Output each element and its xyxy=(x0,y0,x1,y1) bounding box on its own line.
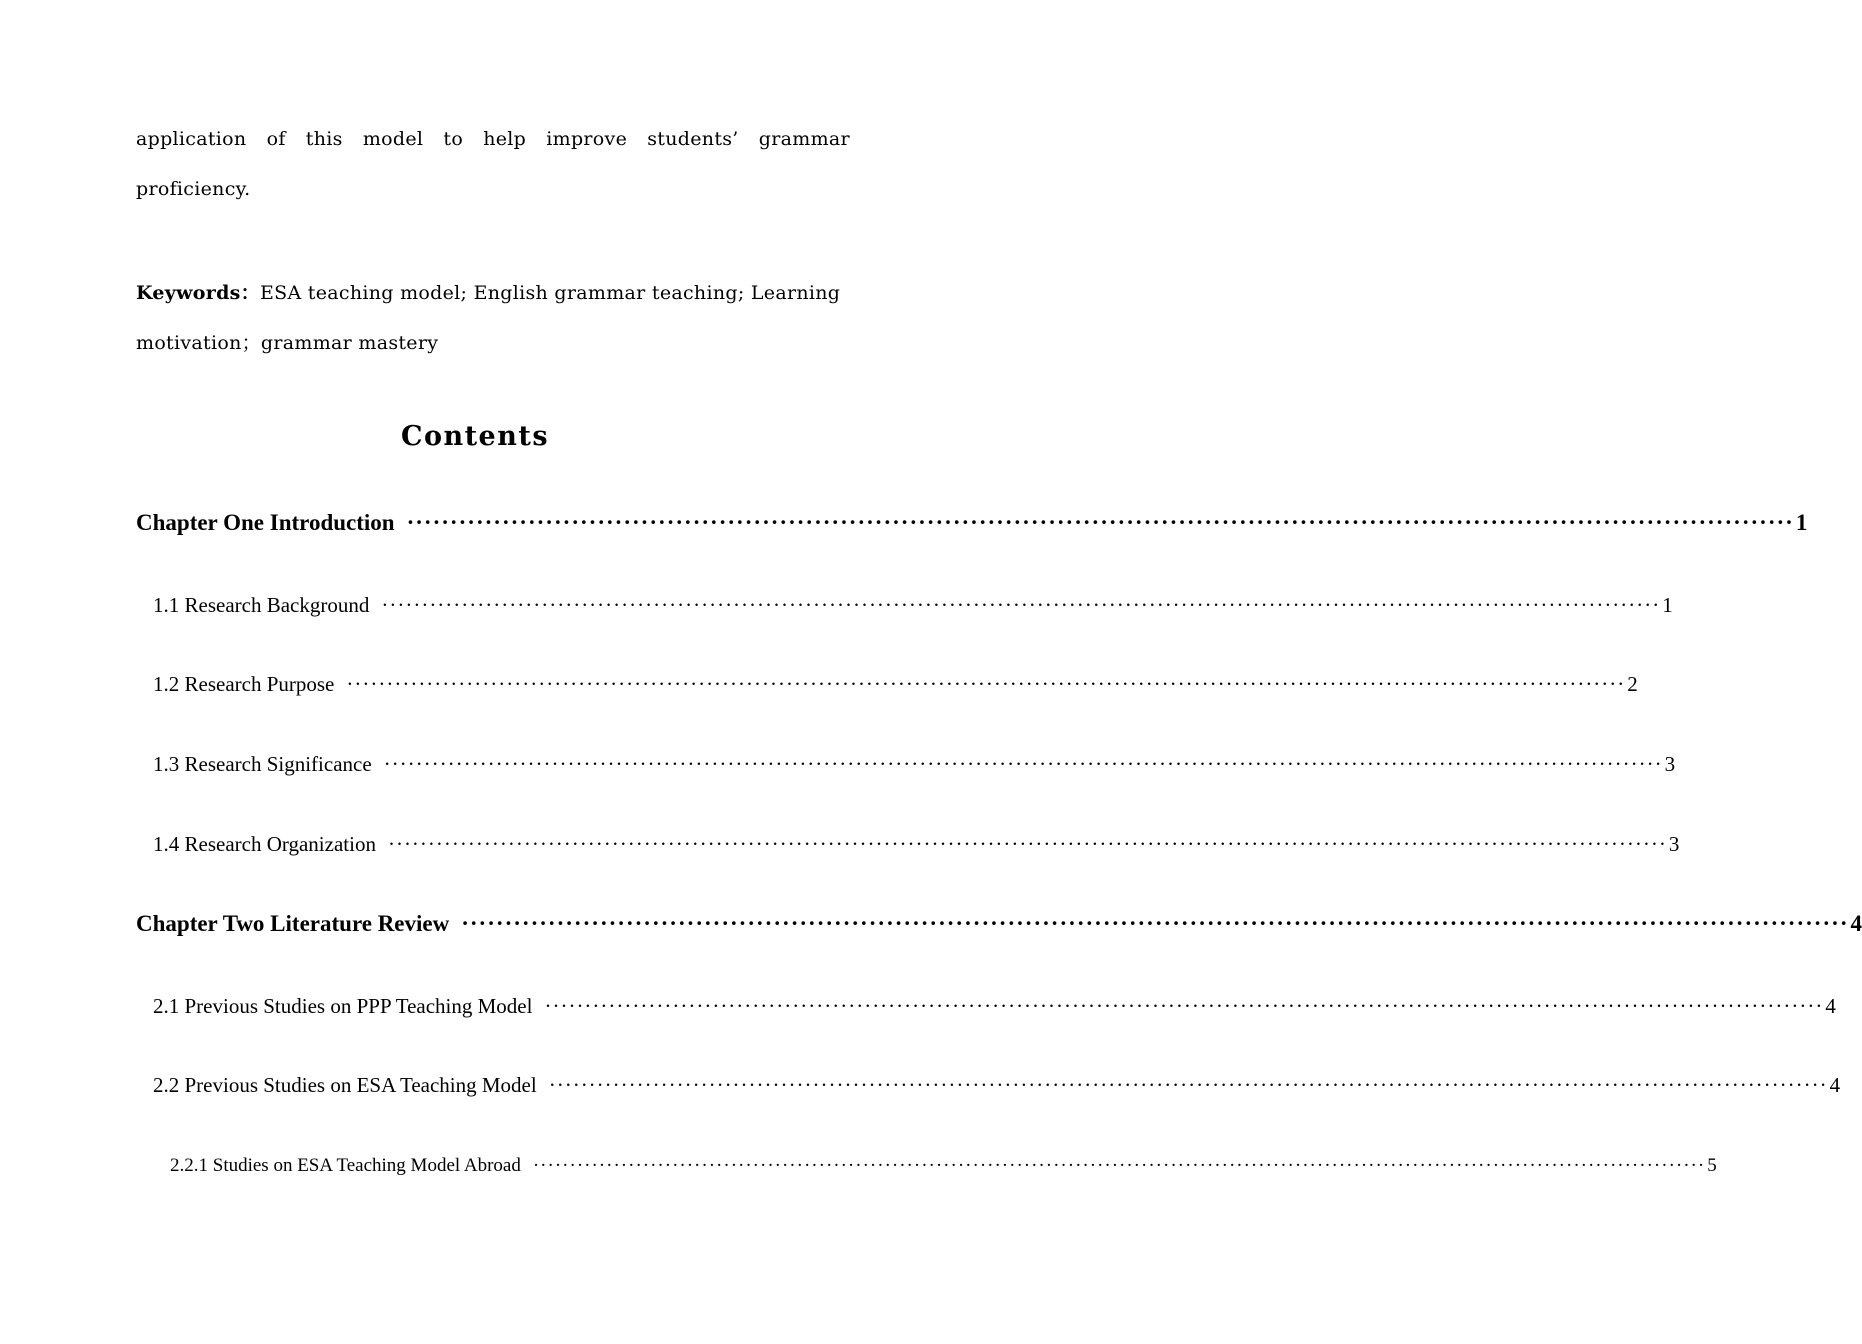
toc-entry[interactable] xyxy=(153,832,1680,857)
toc-entry-label: 1.1 Research Background xyxy=(153,593,370,617)
abstract-word: to xyxy=(443,128,464,150)
toc-entry[interactable] xyxy=(170,1155,1717,1177)
toc-page-number: 3 xyxy=(1668,832,1680,856)
toc-entry[interactable] xyxy=(136,911,1862,937)
toc-dot-leader: ································································································································································ xyxy=(387,832,1667,856)
toc-dot-leader: ································································································································································ xyxy=(544,994,1824,1018)
contents-title: Contents xyxy=(400,421,550,452)
toc-entry[interactable] xyxy=(136,510,1808,536)
toc-dot-leader: ································································································································································ xyxy=(383,752,1663,776)
toc-page-number: 4 xyxy=(1829,1073,1841,1097)
toc-dot-leader: ································································································································································ xyxy=(548,1073,1828,1097)
toc-page-number: 2 xyxy=(1627,672,1638,696)
toc-entry-label: 1.3 Research Significance xyxy=(153,752,372,776)
toc-entry[interactable] xyxy=(153,672,1638,697)
toc-entry-label: 1.4 Research Organization xyxy=(153,832,376,856)
abstract-word: students’ xyxy=(647,128,739,150)
abstract-word: grammar xyxy=(758,128,850,150)
toc-entry[interactable] xyxy=(153,593,1673,618)
toc-dot-leader: ································································································································································ xyxy=(532,1155,1706,1176)
abstract-line-2: proficiency. xyxy=(136,178,251,200)
toc-page-number: 5 xyxy=(1707,1155,1717,1176)
abstract-word: help xyxy=(483,128,527,150)
abstract-line-1 xyxy=(136,128,850,150)
toc-page-number: 3 xyxy=(1664,752,1676,776)
toc-dot-leader: ································································································································································ xyxy=(461,911,1849,936)
keywords-line-2: motivation；grammar mastery xyxy=(136,332,439,354)
abstract-word: improve xyxy=(546,128,628,150)
abstract-word: of xyxy=(266,128,286,150)
toc-entry-label: 2.2 Previous Studies on ESA Teaching Model xyxy=(153,1073,537,1097)
toc-entry[interactable] xyxy=(153,752,1676,777)
keywords-text: ESA teaching model; English grammar teaching; Learning xyxy=(259,282,841,304)
toc-entry-label: Chapter One Introduction xyxy=(136,510,395,535)
abstract-word: application xyxy=(136,128,247,150)
toc-entry[interactable] xyxy=(153,994,1836,1019)
toc-dot-leader: ································································································································································ xyxy=(406,510,1794,535)
abstract-word: model xyxy=(362,128,424,150)
toc-dot-leader: ································································································································································ xyxy=(346,672,1626,696)
toc-page-number: 1 xyxy=(1662,593,1673,617)
toc-page-number: 4 xyxy=(1850,911,1862,936)
keywords-line-1 xyxy=(136,278,850,305)
toc-entry-label: 1.2 Research Purpose xyxy=(153,672,335,696)
toc-dot-leader: ································································································································································ xyxy=(381,593,1661,617)
toc-page-number: 4 xyxy=(1825,994,1836,1018)
toc-entry-label: Chapter Two Literature Review xyxy=(136,911,450,936)
abstract-word: this xyxy=(305,128,343,150)
toc-entry-label: 2.2.1 Studies on ESA Teaching Model Abroad xyxy=(170,1155,521,1176)
toc-entry-label: 2.1 Previous Studies on PPP Teaching Model xyxy=(153,994,533,1018)
toc-entry[interactable] xyxy=(153,1073,1841,1098)
toc-page-number: 1 xyxy=(1795,510,1808,535)
keywords-label: Keywords： xyxy=(136,282,260,304)
